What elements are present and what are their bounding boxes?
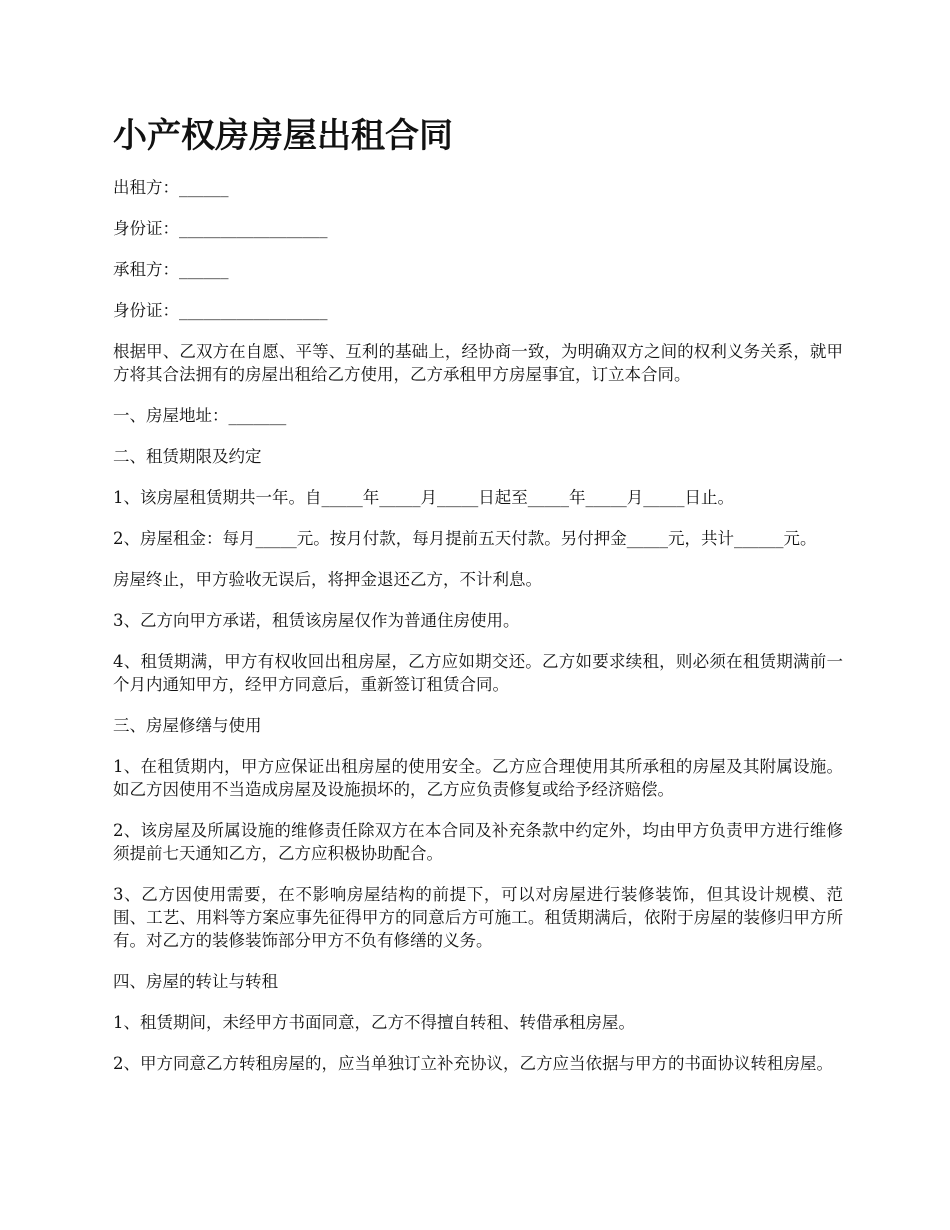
contract-page xyxy=(113,110,843,1093)
clause-2-1: 1、该房屋租赁期共一年。自_____年_____月_____日起至_____年_____月_____日止。 xyxy=(113,488,734,507)
clause-2-deposit: 房屋终止，甲方验收无误后，将押金退还乙方，不计利息。 xyxy=(113,570,542,589)
clause-2-2: 2、房屋租金：每月_____元。按月付款，每月提前五天付款。另付押金_____元，共计______元。 xyxy=(113,529,817,548)
lessor-id-line: 身份证：__________________ xyxy=(113,219,328,238)
clause-2-3: 3、乙方向甲方承诺，租赁该房屋仅作为普通住房使用。 xyxy=(113,611,520,630)
lessee-line: 承租方：______ xyxy=(113,260,229,279)
section-4-heading: 四、房屋的转让与转租 xyxy=(113,972,278,991)
page-title: 小产权房房屋出租合同 xyxy=(113,116,453,156)
section-3-heading: 三、房屋修缮与使用 xyxy=(113,716,262,735)
section-1-heading: 一、房屋地址：_______ xyxy=(113,406,287,425)
preamble-paragraph: 根据甲、乙双方在自愿、平等、互利的基础上，经协商一致，为明确双方之间的权利义务关系，就甲方将其合法拥有的房屋出租给乙方使用，乙方承租甲方房屋事宜，订立本合同。 xyxy=(113,342,843,384)
clause-4-1: 1、租赁期间，未经甲方书面同意，乙方不得擅自转租、转借承租房屋。 xyxy=(113,1013,635,1032)
clause-2-4: 4、租赁期满，甲方有权收回出租房屋，乙方应如期交还。乙方如要求续租，则必须在租赁期满前一个月内通知甲方，经甲方同意后，重新签订租赁合同。 xyxy=(113,652,843,694)
clause-3-1: 1、在租赁期内，甲方应保证出租房屋的使用安全。乙方应合理使用其所承租的房屋及其附属设施。如乙方因使用不当造成房屋及设施损坏的，乙方应负责修复或给予经济赔偿。 xyxy=(113,757,843,799)
clause-4-2: 2、甲方同意乙方转租房屋的，应当单独订立补充协议，乙方应当依据与甲方的书面协议转租房屋。 xyxy=(113,1054,833,1073)
lessee-id-line: 身份证：__________________ xyxy=(113,301,328,320)
clause-3-2: 2、该房屋及所属设施的维修责任除双方在本合同及补充条款中约定外，均由甲方负责甲方进行维修须提前七天通知乙方，乙方应积极协助配合。 xyxy=(113,821,843,863)
section-2-heading: 二、租赁期限及约定 xyxy=(113,447,262,466)
clause-3-3: 3、乙方因使用需要，在不影响房屋结构的前提下，可以对房屋进行装修装饰，但其设计规模、范围、工艺、用料等方案应事先征得甲方的同意后方可施工。租赁期满后，依附于房屋的装修归甲方所有。对乙方的装修装饰部分甲方不负有修缮的义务。 xyxy=(113,885,843,950)
lessor-line: 出租方：______ xyxy=(113,178,229,197)
